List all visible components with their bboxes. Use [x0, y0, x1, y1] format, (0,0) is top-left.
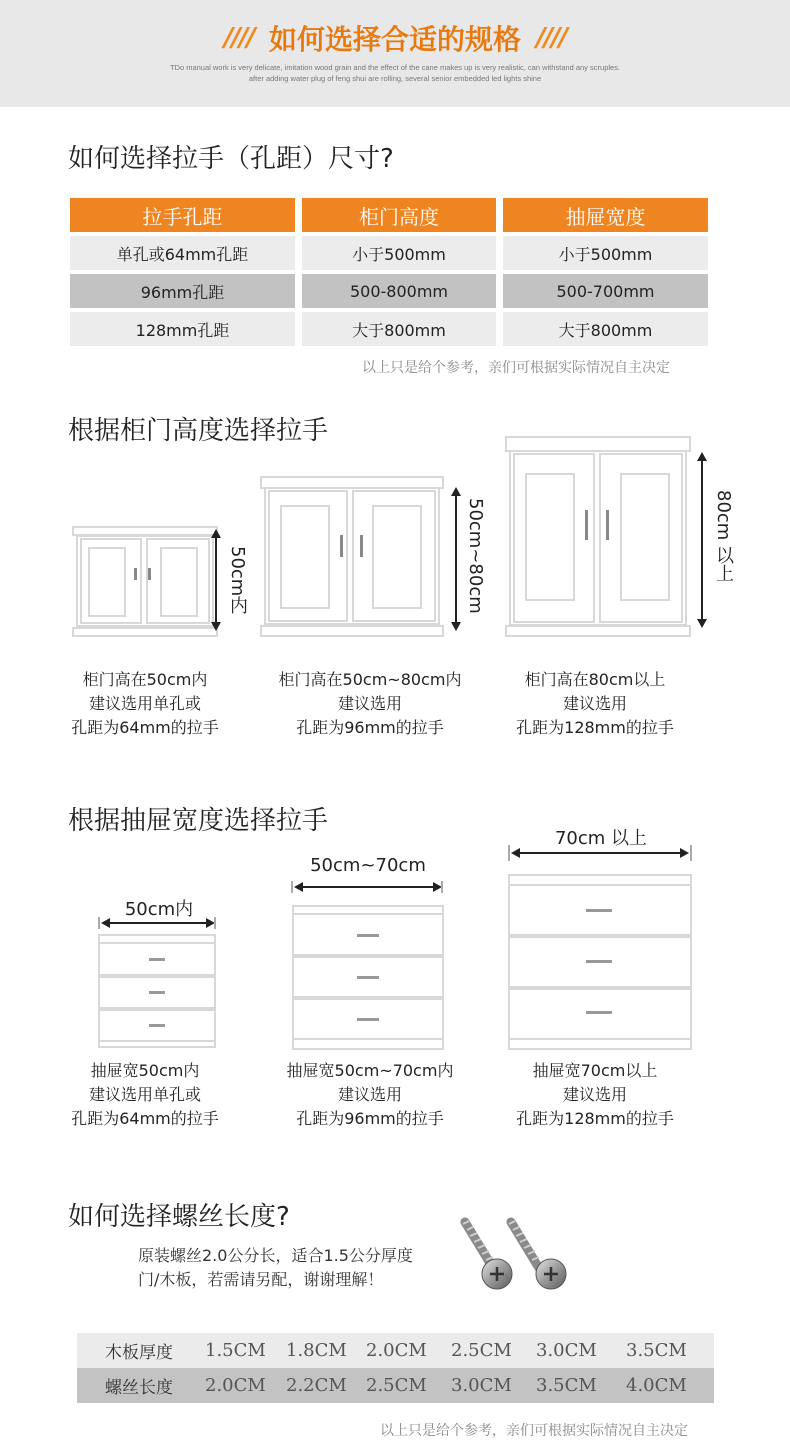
table-cell: 128mm孔距: [70, 312, 295, 346]
height-label: 80cm 以上: [713, 490, 734, 583]
height-label: 50cm内: [227, 546, 248, 615]
drawer-width-caption: 抽屉宽50cm~70cm内 建议选用 孔距为96mm的拉手: [286, 1061, 454, 1128]
door-height-caption: 柜门高在50cm内 建议选用单孔或 孔距为64mm的拉手: [71, 670, 219, 737]
screws-icon: [455, 1212, 580, 1294]
table-row: [70, 274, 708, 308]
table-cell: 500-700mm: [503, 274, 708, 308]
door-height-caption: 柜门高在50cm~80cm内 建议选用 孔距为96mm的拉手: [278, 670, 462, 737]
drawer-width-caption: 抽屉宽70cm以上 建议选用 孔距为128mm的拉手: [516, 1061, 674, 1128]
table-row: [70, 312, 708, 346]
table-cell: 96mm孔距: [70, 274, 295, 308]
table-row: [70, 236, 708, 270]
table-row: 木板厚度 1.5CM 1.8CM 2.0CM 2.5CM 3.0CM 3.5CM: [77, 1333, 714, 1368]
decor-slashes-right: ////: [536, 23, 567, 53]
screw-description: 原装螺丝2.0公分长，适合1.5公分厚度 门/木板，若需请另配，谢谢理解！: [138, 1246, 413, 1289]
table-header-cell: 抽屉宽度: [503, 198, 708, 232]
drawer-width-caption: 抽屉宽50cm内 建议选用单孔或 孔距为64mm的拉手: [71, 1061, 219, 1128]
reference-note: 以上只是给个参考，亲们可根据实际情况自主决定: [362, 360, 670, 376]
width-label: 70cm 以上: [554, 828, 648, 849]
height-label: 50cm~80cm: [465, 498, 486, 614]
decor-slashes-left: ////: [223, 23, 254, 53]
table-cell: 大于800mm: [302, 312, 496, 346]
table-header-cell: 拉手孔距: [70, 198, 295, 232]
table-cell: 单孔或64mm孔距: [70, 236, 295, 270]
table-header-row: [70, 198, 708, 232]
width-label: 50cm内: [124, 899, 194, 920]
width-label: 50cm~70cm: [310, 855, 426, 876]
table-cell: 小于500mm: [302, 236, 496, 270]
table-cell: 500-800mm: [302, 274, 496, 308]
section-title-handle-size: 如何选择拉手（孔距）尺寸?: [68, 144, 394, 174]
table-row: 螺丝长度 2.0CM 2.2CM 2.5CM 3.0CM 3.5CM 4.0CM: [77, 1368, 714, 1403]
banner-subtext-1: TDo manual work is very delicate, imitation wood grain and the effect of the cane makes up is very realistic, can withstand any scruples.: [169, 63, 621, 72]
section-title-screw-length: 如何选择螺丝长度?: [68, 1202, 290, 1232]
banner-subtext-2: after adding water plug of feng shui are rolling, several senior embedded led lights shine: [248, 74, 542, 83]
screw-length-table: [77, 1333, 714, 1403]
section-title-drawer-width: 根据抽屉宽度选择拉手: [68, 806, 329, 836]
banner-title: [0, 18, 790, 58]
door-height-caption: 柜门高在80cm以上 建议选用 孔距为128mm的拉手: [516, 670, 674, 737]
reference-note: 以上只是给个参考，亲们可根据实际情况自主决定: [380, 1423, 688, 1439]
banner-title-text: 如何选择合适的规格: [268, 23, 521, 56]
table-cell: 大于800mm: [503, 312, 708, 346]
table-cell: 小于500mm: [503, 236, 708, 270]
header-banner: [0, 0, 790, 107]
table-header-cell: 柜门高度: [302, 198, 496, 232]
section-title-door-height: 根据柜门高度选择拉手: [68, 416, 329, 446]
